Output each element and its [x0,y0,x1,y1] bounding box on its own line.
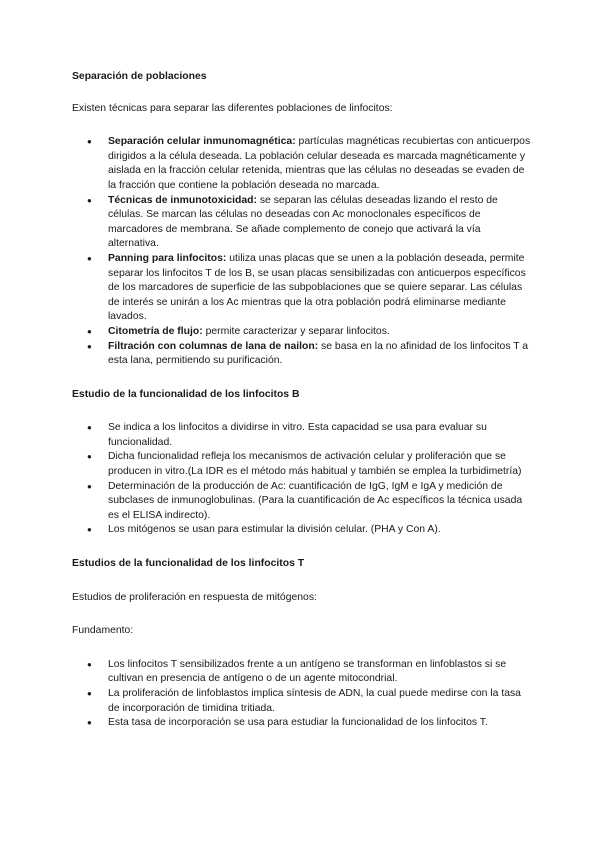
list-item: ● Determinación de la producción de Ac: cuantificación de IgG, IgM e IgA y medición de subclases de inmunoglobulinas. (Para la cuantificación de Ac específicos la técnica usada es el ELISA indirecto). [72,480,532,524]
document-page [72,70,532,731]
list-item: ● Los linfocitos T sensibilizados frente a un antígeno se transforman en linfoblastos si se cultivan en presencia de antígeno o de un agente mitocondrial. [72,658,532,687]
fundamento-label: Fundamento: [72,625,134,637]
list-item: ● Filtración con columnas de lana de nailon: se basa en la no afinidad de los linfocitos T a esta lana, permitiendo su purificación. [72,340,532,369]
list-item: ● La proliferación de linfoblastos implica síntesis de ADN, la cual puede medirse con la tasa de incorporación de timidina tritiada. [72,687,532,716]
section-intro-linfocitos-t: Estudios de proliferación en respuesta de mitógenos: [72,591,317,603]
list-item: ● Los mitógenos se usan para estimular la división celular. (PHA y Con A). [72,523,532,538]
bullet-list-linfocitos-t [72,658,532,731]
list-item: ● Se indica a los linfocitos a dividirse in vitro. Esta capacidad se usa para evaluar su funcionalidad. [72,421,532,450]
section-intro-separacion: Existen técnicas para separar las diferentes poblaciones de linfocitos: [72,102,393,114]
list-item: ● Citometría de flujo: permite caracterizar y separar linfocitos. [72,325,532,340]
list-item: ● Dicha funcionalidad refleja los mecanismos de activación celular y proliferación que se producen in vitro.(La IDR es el método más habitual y también se emplea la turbidimetría) [72,450,532,479]
list-item: ● Esta tasa de incorporación se usa para estudiar la funcionalidad de los linfocitos T. [72,716,532,731]
section-title-linfocitos-t: Estudios de la funcionalidad de los linfocitos T [72,558,305,570]
list-item: ● Separación celular inmunomagnética: partículas magnéticas recubiertas con anticuerpos dirigidos a la célula deseada. La población celular deseada es marcada magnéticamente y aislada en la fracción celular retenida, mientras que las células no deseadas se evaden de la fracción que contiene la población deseada no marcada. [72,135,532,193]
bullet-list-linfocitos-b [72,421,532,538]
list-item: ● Técnicas de inmunotoxicidad: se separan las células deseadas lizando el resto de células. Se marcan las células no deseadas con Ac monoclonales específicos de marcadores de membrana. Se añade complemento de conejo que activará la vía alternativa. [72,194,532,252]
list-item: ● Panning para linfocitos: utiliza unas placas que se unen a la población deseada, permite separar los linfocitos T de los B, se usan placas sensibilizadas con anticuerpos específicos de los marcadores de superficie de las subpoblaciones que se quiere separar. Las células de interés se unirán a los Ac mientras que la otra población podrá eliminarse mediante lavados. [72,252,532,325]
bullet-list-separacion [72,135,532,369]
section-title-linfocitos-b: Estudio de la funcionalidad de los linfocitos B [72,388,300,400]
section-title-separacion: Separación de poblaciones [72,71,207,82]
